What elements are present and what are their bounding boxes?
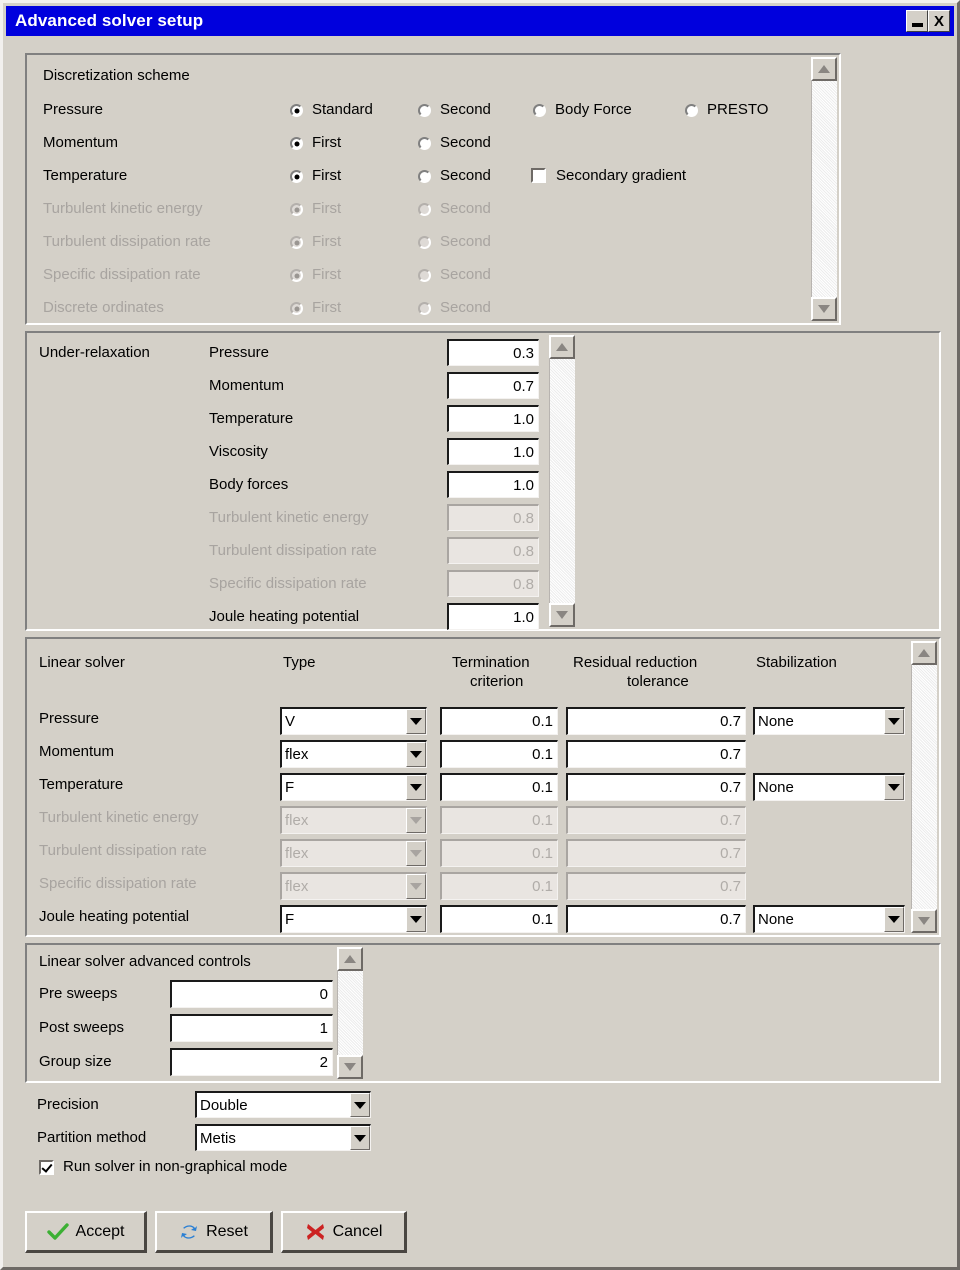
reset-button-label: Reset: [206, 1222, 248, 1240]
radio-second: [418, 269, 431, 282]
advanced-controls-row-label: Post sweeps: [39, 1019, 125, 1036]
under-relaxation-value-input[interactable]: 1.0: [447, 405, 539, 432]
advanced-controls-value-input[interactable]: 1: [170, 1014, 333, 1042]
triangle-down-icon: [918, 917, 930, 925]
stabilization-select-value: None: [758, 911, 794, 928]
linear-solver-type-select[interactable]: [280, 773, 427, 801]
linear-solver-row-label: Momentum: [39, 743, 115, 760]
radio-label: First: [312, 200, 342, 217]
advanced-controls-value-input[interactable]: 2: [170, 1048, 333, 1076]
close-button[interactable]: [928, 10, 950, 32]
under-relaxation-value-input: 0.8: [447, 570, 539, 597]
radio-first: [290, 203, 303, 216]
under-relaxation-value-input[interactable]: 1.0: [447, 471, 539, 498]
radio-second[interactable]: [418, 170, 431, 183]
radio-label: First: [312, 134, 342, 151]
linear-solver-type-select[interactable]: [280, 740, 427, 768]
linear-solver-type-select: [280, 872, 427, 900]
chevron-down-icon[interactable]: [350, 1093, 370, 1117]
termination-criterion-input[interactable]: 0.1: [440, 773, 558, 801]
residual-tolerance-input[interactable]: 0.7: [566, 740, 746, 768]
radio-label: Standard: [312, 101, 373, 118]
under-relaxation-value-input[interactable]: 1.0: [447, 438, 539, 465]
residual-tolerance-input: 0.7: [566, 839, 746, 867]
chevron-down-icon[interactable]: [884, 907, 904, 932]
advanced-controls-row-label: Pre sweeps: [39, 985, 118, 1002]
check-icon: [47, 1223, 69, 1241]
scroll-up-button[interactable]: [337, 947, 363, 971]
under-relaxation-row-label: Specific dissipation rate: [209, 575, 367, 592]
scroll-up-button[interactable]: [911, 641, 937, 665]
discretization-row-label: Momentum: [43, 134, 119, 151]
partition-method-value: Metis: [200, 1129, 236, 1147]
discretization-scrollbar[interactable]: [811, 57, 837, 321]
linear-solver-row-label: Turbulent kinetic energy: [39, 809, 199, 826]
discretization-row-label: Turbulent kinetic energy: [43, 200, 203, 217]
triangle-down-icon: [556, 611, 568, 619]
under-relaxation-value-input[interactable]: 0.3: [447, 339, 539, 366]
linear-solver-type-select-value: flex: [285, 812, 309, 829]
termination-criterion-input[interactable]: 0.1: [440, 740, 558, 768]
under-relaxation-row-label: Pressure: [209, 344, 270, 361]
linear-solver-type-select-value: V: [285, 713, 296, 730]
radio-label: First: [312, 299, 342, 316]
under-relaxation-row-label: Joule heating potential: [209, 608, 360, 625]
radio-label: First: [312, 233, 342, 250]
radio-label: Second: [440, 101, 491, 118]
chevron-down-icon: [406, 841, 426, 866]
triangle-up-icon: [344, 955, 356, 963]
radio-first: [290, 302, 303, 315]
scroll-down-button[interactable]: [549, 603, 575, 627]
radio-first[interactable]: [290, 137, 303, 150]
linear-solver-type-select-value: flex: [285, 845, 309, 862]
chevron-down-icon[interactable]: [406, 709, 426, 734]
radio-label: Body Force: [555, 101, 632, 118]
scroll-down-button[interactable]: [337, 1055, 363, 1079]
triangle-down-icon: [344, 1063, 356, 1071]
triangle-up-icon: [918, 649, 930, 657]
radio-first[interactable]: [290, 170, 303, 183]
radio-label: Second: [440, 200, 491, 217]
radio-label: Second: [440, 233, 491, 250]
radio-first: [290, 269, 303, 282]
termination-column-header-line2: criterion: [470, 673, 524, 690]
linear-solver-type-select[interactable]: [280, 707, 427, 735]
close-icon: X: [933, 12, 944, 30]
radio-label: First: [312, 266, 342, 283]
radio-label: Second: [440, 167, 491, 184]
radio-label: First: [312, 167, 342, 184]
termination-criterion-input: 0.1: [440, 839, 558, 867]
discretization-row-label: Pressure: [43, 101, 104, 118]
under-relaxation-row-label: Momentum: [209, 377, 285, 394]
linear-solver-header: Linear solver: [39, 654, 125, 671]
under-relaxation-value-input: 0.8: [447, 537, 539, 564]
residual-tolerance-input: 0.7: [566, 806, 746, 834]
linear-solver-type-select-value: flex: [285, 746, 309, 763]
discretization-row-label: Temperature: [43, 167, 128, 184]
linear-solver-type-select[interactable]: [280, 905, 427, 933]
linear-solver-type-select: [280, 839, 427, 867]
chevron-down-icon[interactable]: [406, 775, 426, 800]
scroll-down-button[interactable]: [811, 297, 837, 321]
precision-select[interactable]: [195, 1091, 371, 1118]
under-relaxation-row-label: Body forces: [209, 476, 289, 493]
triangle-up-icon: [818, 65, 830, 73]
linear-solver-row-label: Specific dissipation rate: [39, 875, 197, 892]
radio-label: Second: [440, 266, 491, 283]
title-bar[interactable]: [6, 6, 954, 36]
refresh-icon: [179, 1222, 199, 1242]
scroll-up-button[interactable]: [811, 57, 837, 81]
discretization-row-label: Specific dissipation rate: [43, 266, 201, 283]
radio-presto[interactable]: [685, 104, 698, 117]
stabilization-select[interactable]: [753, 707, 905, 735]
stabilization-column-header: Stabilization: [756, 654, 837, 671]
residual-tolerance-input: 0.7: [566, 872, 746, 900]
chevron-down-icon[interactable]: [406, 742, 426, 767]
radio-second: [418, 302, 431, 315]
discretization-header: Discretization scheme: [43, 67, 190, 84]
scroll-down-button[interactable]: [911, 909, 937, 933]
triangle-down-icon: [818, 305, 830, 313]
non-graphical-mode-label: Run solver in non-graphical mode: [63, 1158, 288, 1175]
linear-solver-type-select-value: F: [285, 779, 295, 796]
radio-first: [290, 236, 303, 249]
scroll-track[interactable]: [337, 971, 363, 1055]
residual-tolerance-input[interactable]: 0.7: [566, 773, 746, 801]
discretization-row-label: Turbulent dissipation rate: [43, 233, 211, 250]
secondary-gradient-label: Secondary gradient: [556, 167, 687, 184]
termination-criterion-input: 0.1: [440, 806, 558, 834]
scroll-track[interactable]: [911, 665, 937, 909]
triangle-up-icon: [556, 343, 568, 351]
partition-method-label: Partition method: [37, 1129, 147, 1146]
stabilization-select[interactable]: [753, 773, 905, 801]
stabilization-select-value: None: [758, 713, 794, 730]
type-column-header: Type: [283, 654, 316, 671]
linear-solver-row-label: Turbulent dissipation rate: [39, 842, 207, 859]
termination-criterion-input[interactable]: 0.1: [440, 905, 558, 933]
advanced-controls-row-label: Group size: [39, 1053, 112, 1070]
discretization-panel: [25, 53, 841, 325]
radio-second: [418, 236, 431, 249]
x-icon: [305, 1222, 326, 1242]
radio-body-force[interactable]: [533, 104, 546, 117]
stabilization-select[interactable]: [753, 905, 905, 933]
minimize-icon: [912, 23, 923, 27]
cancel-button-label: Cancel: [332, 1222, 383, 1240]
under-relaxation-row-label: Turbulent dissipation rate: [209, 542, 377, 559]
under-relaxation-row-label: Temperature: [209, 410, 294, 427]
termination-criterion-input[interactable]: 0.1: [440, 707, 558, 735]
residual-column-header-line1: Residual reduction: [573, 654, 698, 671]
radio-second: [418, 203, 431, 216]
under-relaxation-value-input: 0.8: [447, 504, 539, 531]
residual-column-header-line2: tolerance: [627, 673, 689, 690]
under-relaxation-row-label: Viscosity: [209, 443, 268, 460]
window-title: Advanced solver setup: [15, 11, 204, 30]
precision-label: Precision: [37, 1096, 99, 1113]
stabilization-select-value: None: [758, 779, 794, 796]
under-relaxation-scrollbar[interactable]: [549, 335, 575, 627]
chevron-down-icon[interactable]: [884, 709, 904, 734]
under-relaxation-value-input[interactable]: 0.7: [447, 372, 539, 399]
advanced-controls-value-input[interactable]: 0: [170, 980, 333, 1008]
accept-button-label: Accept: [75, 1222, 125, 1240]
window-controls: [906, 10, 950, 32]
scroll-up-button[interactable]: [549, 335, 575, 359]
radio-label: Second: [440, 134, 491, 151]
non-graphical-mode-checkbox[interactable]: [39, 1160, 54, 1175]
linear-solver-row-label: Pressure: [39, 710, 100, 727]
scroll-track[interactable]: [549, 359, 575, 603]
linear-solver-type-select: [280, 806, 427, 834]
termination-criterion-input: 0.1: [440, 872, 558, 900]
linear-solver-row-label: Temperature: [39, 776, 124, 793]
discretization-row-label: Discrete ordinates: [43, 299, 164, 316]
partition-method-select[interactable]: [195, 1124, 371, 1151]
chevron-down-icon: [406, 808, 426, 833]
cancel-button[interactable]: [281, 1211, 407, 1253]
reset-button[interactable]: [155, 1211, 273, 1253]
under-relaxation-header: Under-relaxation: [39, 344, 150, 361]
linear-solver-type-select-value: flex: [285, 878, 309, 895]
radio-label: PRESTO: [707, 101, 769, 118]
termination-column-header-line1: Termination: [452, 654, 530, 671]
linear-solver-scrollbar[interactable]: [911, 641, 937, 933]
advanced-controls-header: Linear solver advanced controls: [39, 953, 251, 970]
radio-label: Second: [440, 299, 491, 316]
chevron-down-icon: [406, 874, 426, 899]
chevron-down-icon[interactable]: [884, 775, 904, 800]
under-relaxation-row-label: Turbulent kinetic energy: [209, 509, 369, 526]
residual-tolerance-input[interactable]: 0.7: [566, 905, 746, 933]
radio-standard[interactable]: [290, 104, 303, 117]
chevron-down-icon[interactable]: [406, 907, 426, 932]
linear-solver-type-select-value: F: [285, 911, 295, 928]
radio-second[interactable]: [418, 104, 431, 117]
precision-value: Double: [200, 1096, 248, 1114]
under-relaxation-value-input[interactable]: 1.0: [447, 603, 539, 630]
accept-button[interactable]: [25, 1211, 147, 1253]
advanced-controls-scrollbar[interactable]: [337, 947, 363, 1079]
linear-solver-row-label: Joule heating potential: [39, 908, 190, 925]
radio-second[interactable]: [418, 137, 431, 150]
chevron-down-icon[interactable]: [350, 1126, 370, 1150]
scroll-track[interactable]: [811, 81, 837, 297]
minimize-button[interactable]: [906, 10, 928, 32]
residual-tolerance-input[interactable]: 0.7: [566, 707, 746, 735]
secondary-gradient-checkbox[interactable]: [531, 168, 546, 183]
